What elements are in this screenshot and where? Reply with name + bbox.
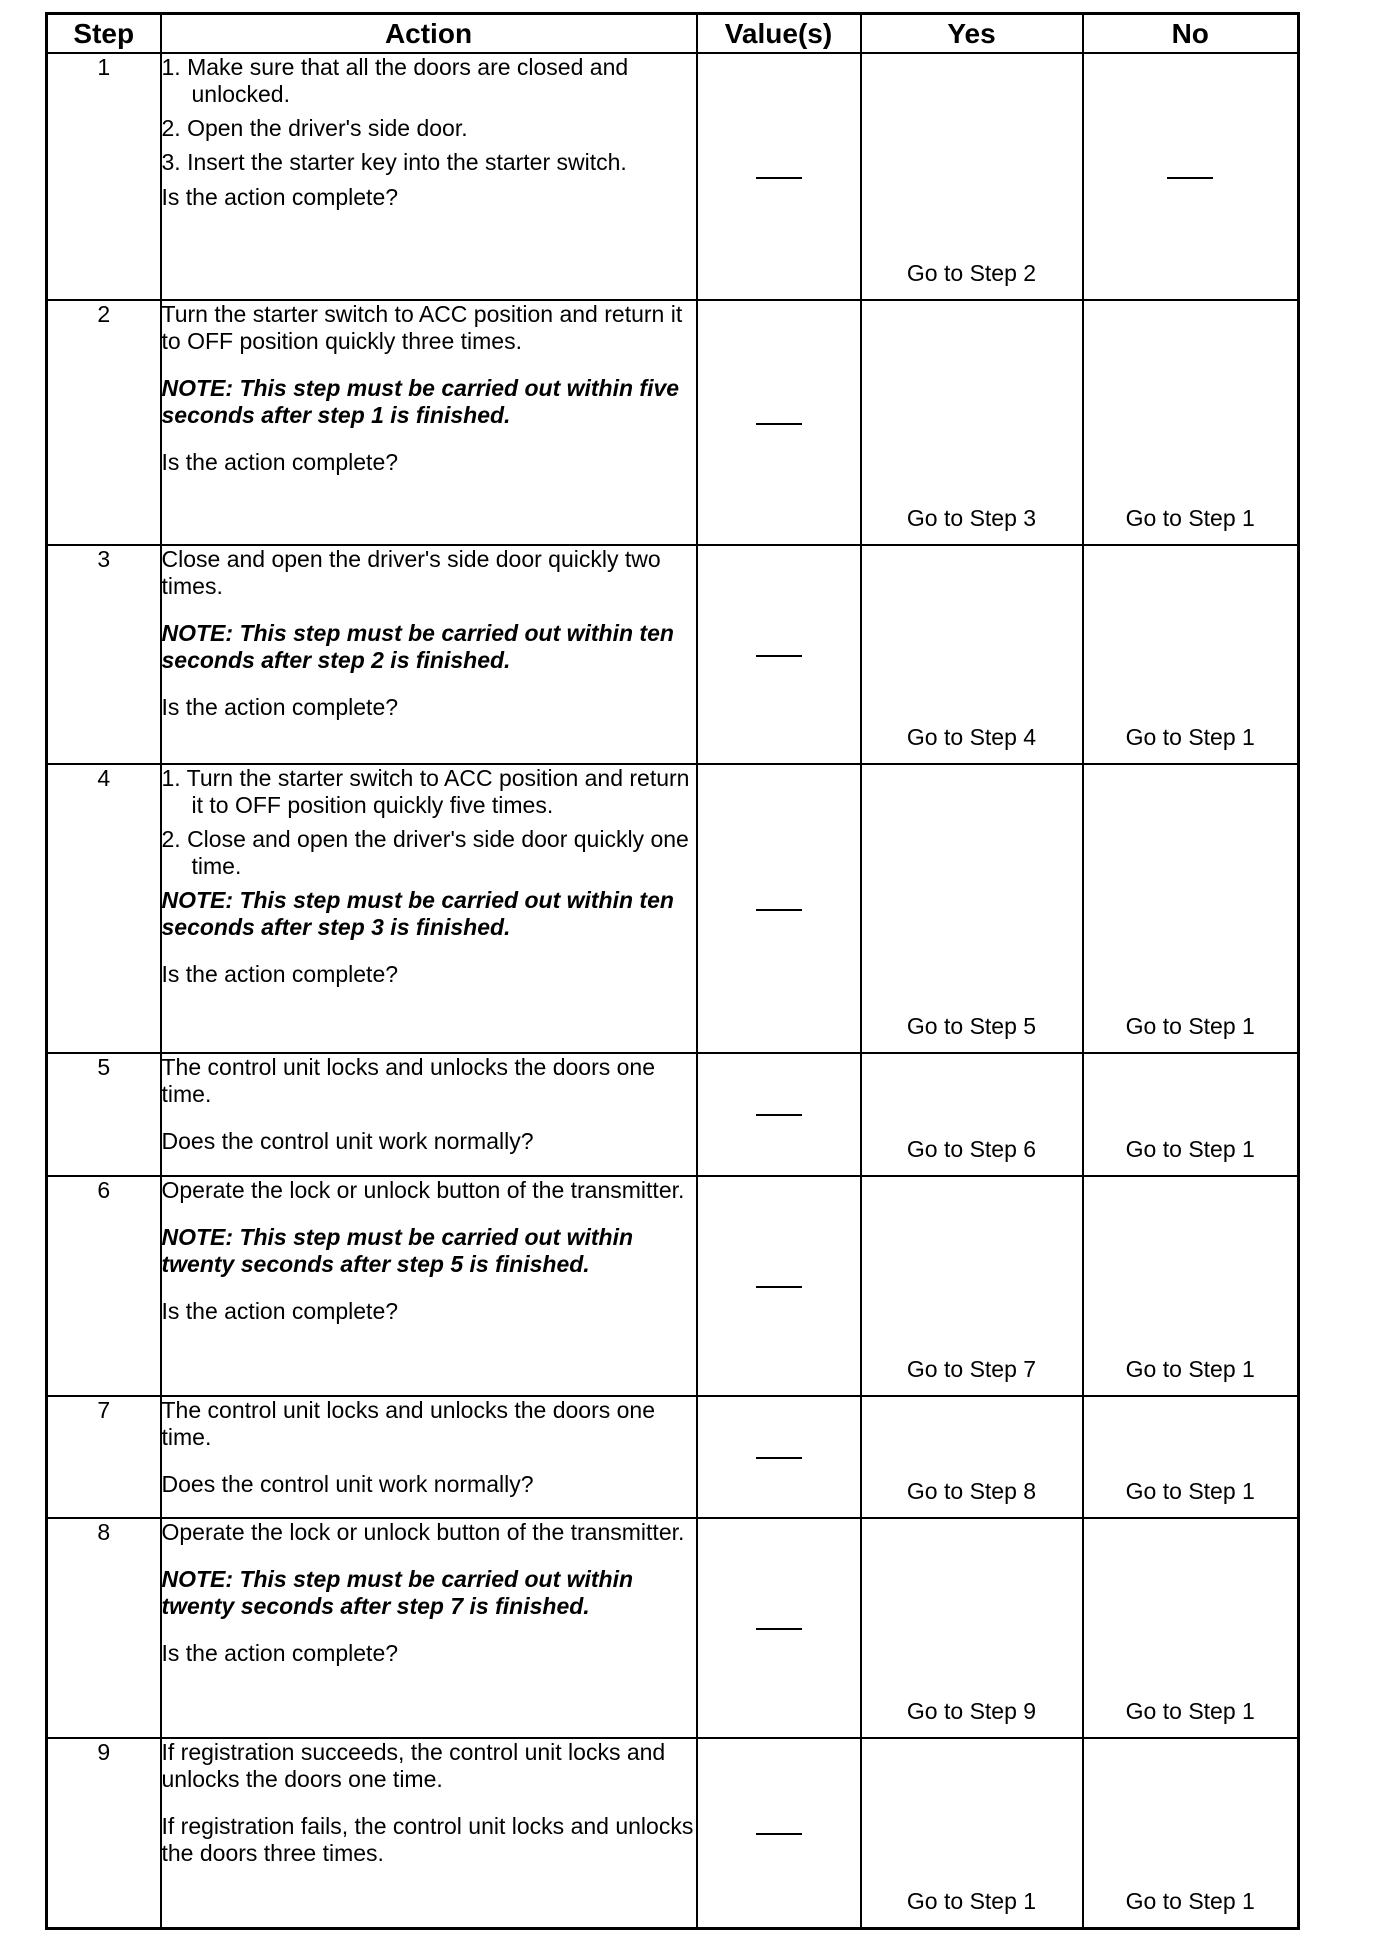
no-destination: Go to Step 1 [1125, 1013, 1255, 1040]
value-cell [697, 764, 861, 1053]
header-step: Step [47, 14, 161, 54]
yes-destination: Go to Step 1 [906, 1888, 1037, 1914]
step-number: 9 [47, 1738, 161, 1928]
action-question: Is the action complete? [161, 184, 399, 210]
no-cell [1083, 1176, 1299, 1396]
no-cell [1083, 764, 1299, 1053]
action-list-item: 1. Turn the starter switch to ACC position and return it to OFF position quickly five times. [161, 765, 690, 819]
action-cell [161, 545, 697, 764]
no-cell [1083, 1396, 1299, 1518]
action-list-item: 2. Close and open the driver's side door quickly one time. [161, 826, 689, 880]
no-cell [1083, 1738, 1299, 1928]
value-dash [756, 1114, 802, 1116]
step-number: 8 [47, 1518, 161, 1738]
yes-cell [861, 1518, 1083, 1738]
table-row [47, 53, 1299, 300]
action-cell [161, 1738, 697, 1928]
step-number: 7 [47, 1396, 161, 1518]
value-dash [756, 909, 802, 911]
yes-destination: Go to Step 9 [906, 1698, 1037, 1725]
action-cell [161, 1518, 697, 1738]
yes-destination: Go to Step 7 [906, 1355, 1037, 1382]
value-cell [697, 1738, 861, 1928]
step-number: 2 [47, 300, 161, 545]
action-question: Is the action complete? [161, 961, 399, 988]
action-note: NOTE: This step must be carried out within ten seconds after step 3 is finished. [161, 887, 674, 941]
action-note: NOTE: This step must be carried out within twenty seconds after step 5 is finished. [161, 1223, 634, 1277]
action-question: Does the control unit work normally? [161, 1470, 534, 1497]
action-text: Operate the lock or unlock button of the transmitter. [161, 1176, 685, 1203]
step-number: 1 [47, 53, 161, 300]
no-cell [1083, 1053, 1299, 1175]
action-note: NOTE: This step must be carried out within five seconds after step 1 is finished. [161, 375, 680, 429]
yes-cell [861, 300, 1083, 545]
no-dash [1167, 177, 1213, 179]
header-yes: Yes [861, 14, 1083, 54]
action-cell [161, 1176, 697, 1396]
action-text: Operate the lock or unlock button of the transmitter. [161, 1519, 685, 1546]
action-list [162, 54, 696, 176]
action-text: If registration succeeds, the control unit locks and unlocks the doors one time. [161, 1739, 666, 1793]
action-cell [161, 764, 697, 1053]
step-number: 4 [47, 764, 161, 1053]
yes-cell [861, 1738, 1083, 1928]
yes-cell [861, 1053, 1083, 1175]
value-cell [697, 545, 861, 764]
action-list-item: 1. Make sure that all the doors are closed and unlocked. [161, 54, 629, 107]
table-row [47, 300, 1299, 545]
yes-destination: Go to Step 5 [906, 1013, 1037, 1040]
step-number: 6 [47, 1176, 161, 1396]
action-list-item: 2. Open the driver's side door. [161, 115, 468, 141]
action-cell [161, 1053, 697, 1175]
value-cell [697, 1396, 861, 1518]
action-text: Close and open the driver's side door quickly two times. [161, 546, 661, 600]
table-row [47, 1053, 1299, 1175]
header-action: Action [161, 14, 697, 54]
action-text: The control unit locks and unlocks the doors one time. [161, 1396, 656, 1450]
action-question: Is the action complete? [161, 1297, 399, 1324]
table-row [47, 1396, 1299, 1518]
yes-destination: Go to Step 8 [906, 1478, 1037, 1505]
yes-cell [861, 545, 1083, 764]
action-question: Does the control unit work normally? [161, 1128, 534, 1155]
no-cell [1083, 53, 1299, 300]
yes-cell [861, 1396, 1083, 1518]
action-question: If registration fails, the control unit locks and unlocks the doors three times. [161, 1813, 694, 1867]
action-question: Is the action complete? [161, 694, 399, 721]
yes-destination: Go to Step 3 [906, 505, 1037, 532]
table-row [47, 1738, 1299, 1928]
value-dash [756, 1286, 802, 1288]
no-destination: Go to Step 1 [1125, 1888, 1255, 1914]
step-number: 3 [47, 545, 161, 764]
action-cell [161, 1396, 697, 1518]
table-body [47, 53, 1299, 1929]
no-destination: Go to Step 1 [1125, 1355, 1255, 1382]
action-text: The control unit locks and unlocks the doors one time. [161, 1054, 656, 1108]
action-cell [161, 53, 697, 300]
action-note: NOTE: This step must be carried out within twenty seconds after step 7 is finished. [161, 1566, 634, 1620]
table-row [47, 1176, 1299, 1396]
value-cell [697, 1053, 861, 1175]
yes-destination: Go to Step 2 [906, 260, 1037, 287]
yes-destination: Go to Step 6 [906, 1135, 1037, 1162]
procedure-table [45, 12, 1300, 1930]
value-cell [697, 53, 861, 300]
action-text: Turn the starter switch to ACC position and return it to OFF position quickly three times. [161, 301, 683, 355]
header-values: Value(s) [697, 14, 861, 54]
action-cell [161, 300, 697, 545]
action-question: Is the action complete? [161, 449, 399, 476]
value-dash [756, 177, 802, 179]
no-cell [1083, 300, 1299, 545]
value-dash [756, 423, 802, 425]
yes-cell [861, 53, 1083, 300]
no-destination: Go to Step 1 [1125, 505, 1255, 532]
step-number: 5 [47, 1053, 161, 1175]
action-list-item: 3. Insert the starter key into the starter switch. [161, 149, 627, 175]
yes-destination: Go to Step 4 [906, 724, 1037, 751]
value-dash [756, 655, 802, 657]
value-dash [756, 1628, 802, 1630]
yes-cell [861, 1176, 1083, 1396]
table-row [47, 545, 1299, 764]
table-row [47, 764, 1299, 1053]
header-no: No [1083, 14, 1299, 54]
table-row [47, 1518, 1299, 1738]
no-cell [1083, 545, 1299, 764]
value-dash [756, 1457, 802, 1459]
value-cell [697, 300, 861, 545]
action-note: NOTE: This step must be carried out within ten seconds after step 2 is finished. [161, 620, 674, 674]
no-cell [1083, 1518, 1299, 1738]
header-row [47, 14, 1299, 54]
action-question: Is the action complete? [161, 1640, 399, 1667]
value-cell [697, 1176, 861, 1396]
action-list [162, 765, 696, 880]
no-destination: Go to Step 1 [1125, 1698, 1255, 1725]
yes-cell [861, 764, 1083, 1053]
value-cell [697, 1518, 861, 1738]
no-destination: Go to Step 1 [1125, 1478, 1255, 1505]
no-destination: Go to Step 1 [1125, 1135, 1255, 1162]
value-dash [756, 1833, 802, 1835]
no-destination: Go to Step 1 [1125, 724, 1255, 751]
